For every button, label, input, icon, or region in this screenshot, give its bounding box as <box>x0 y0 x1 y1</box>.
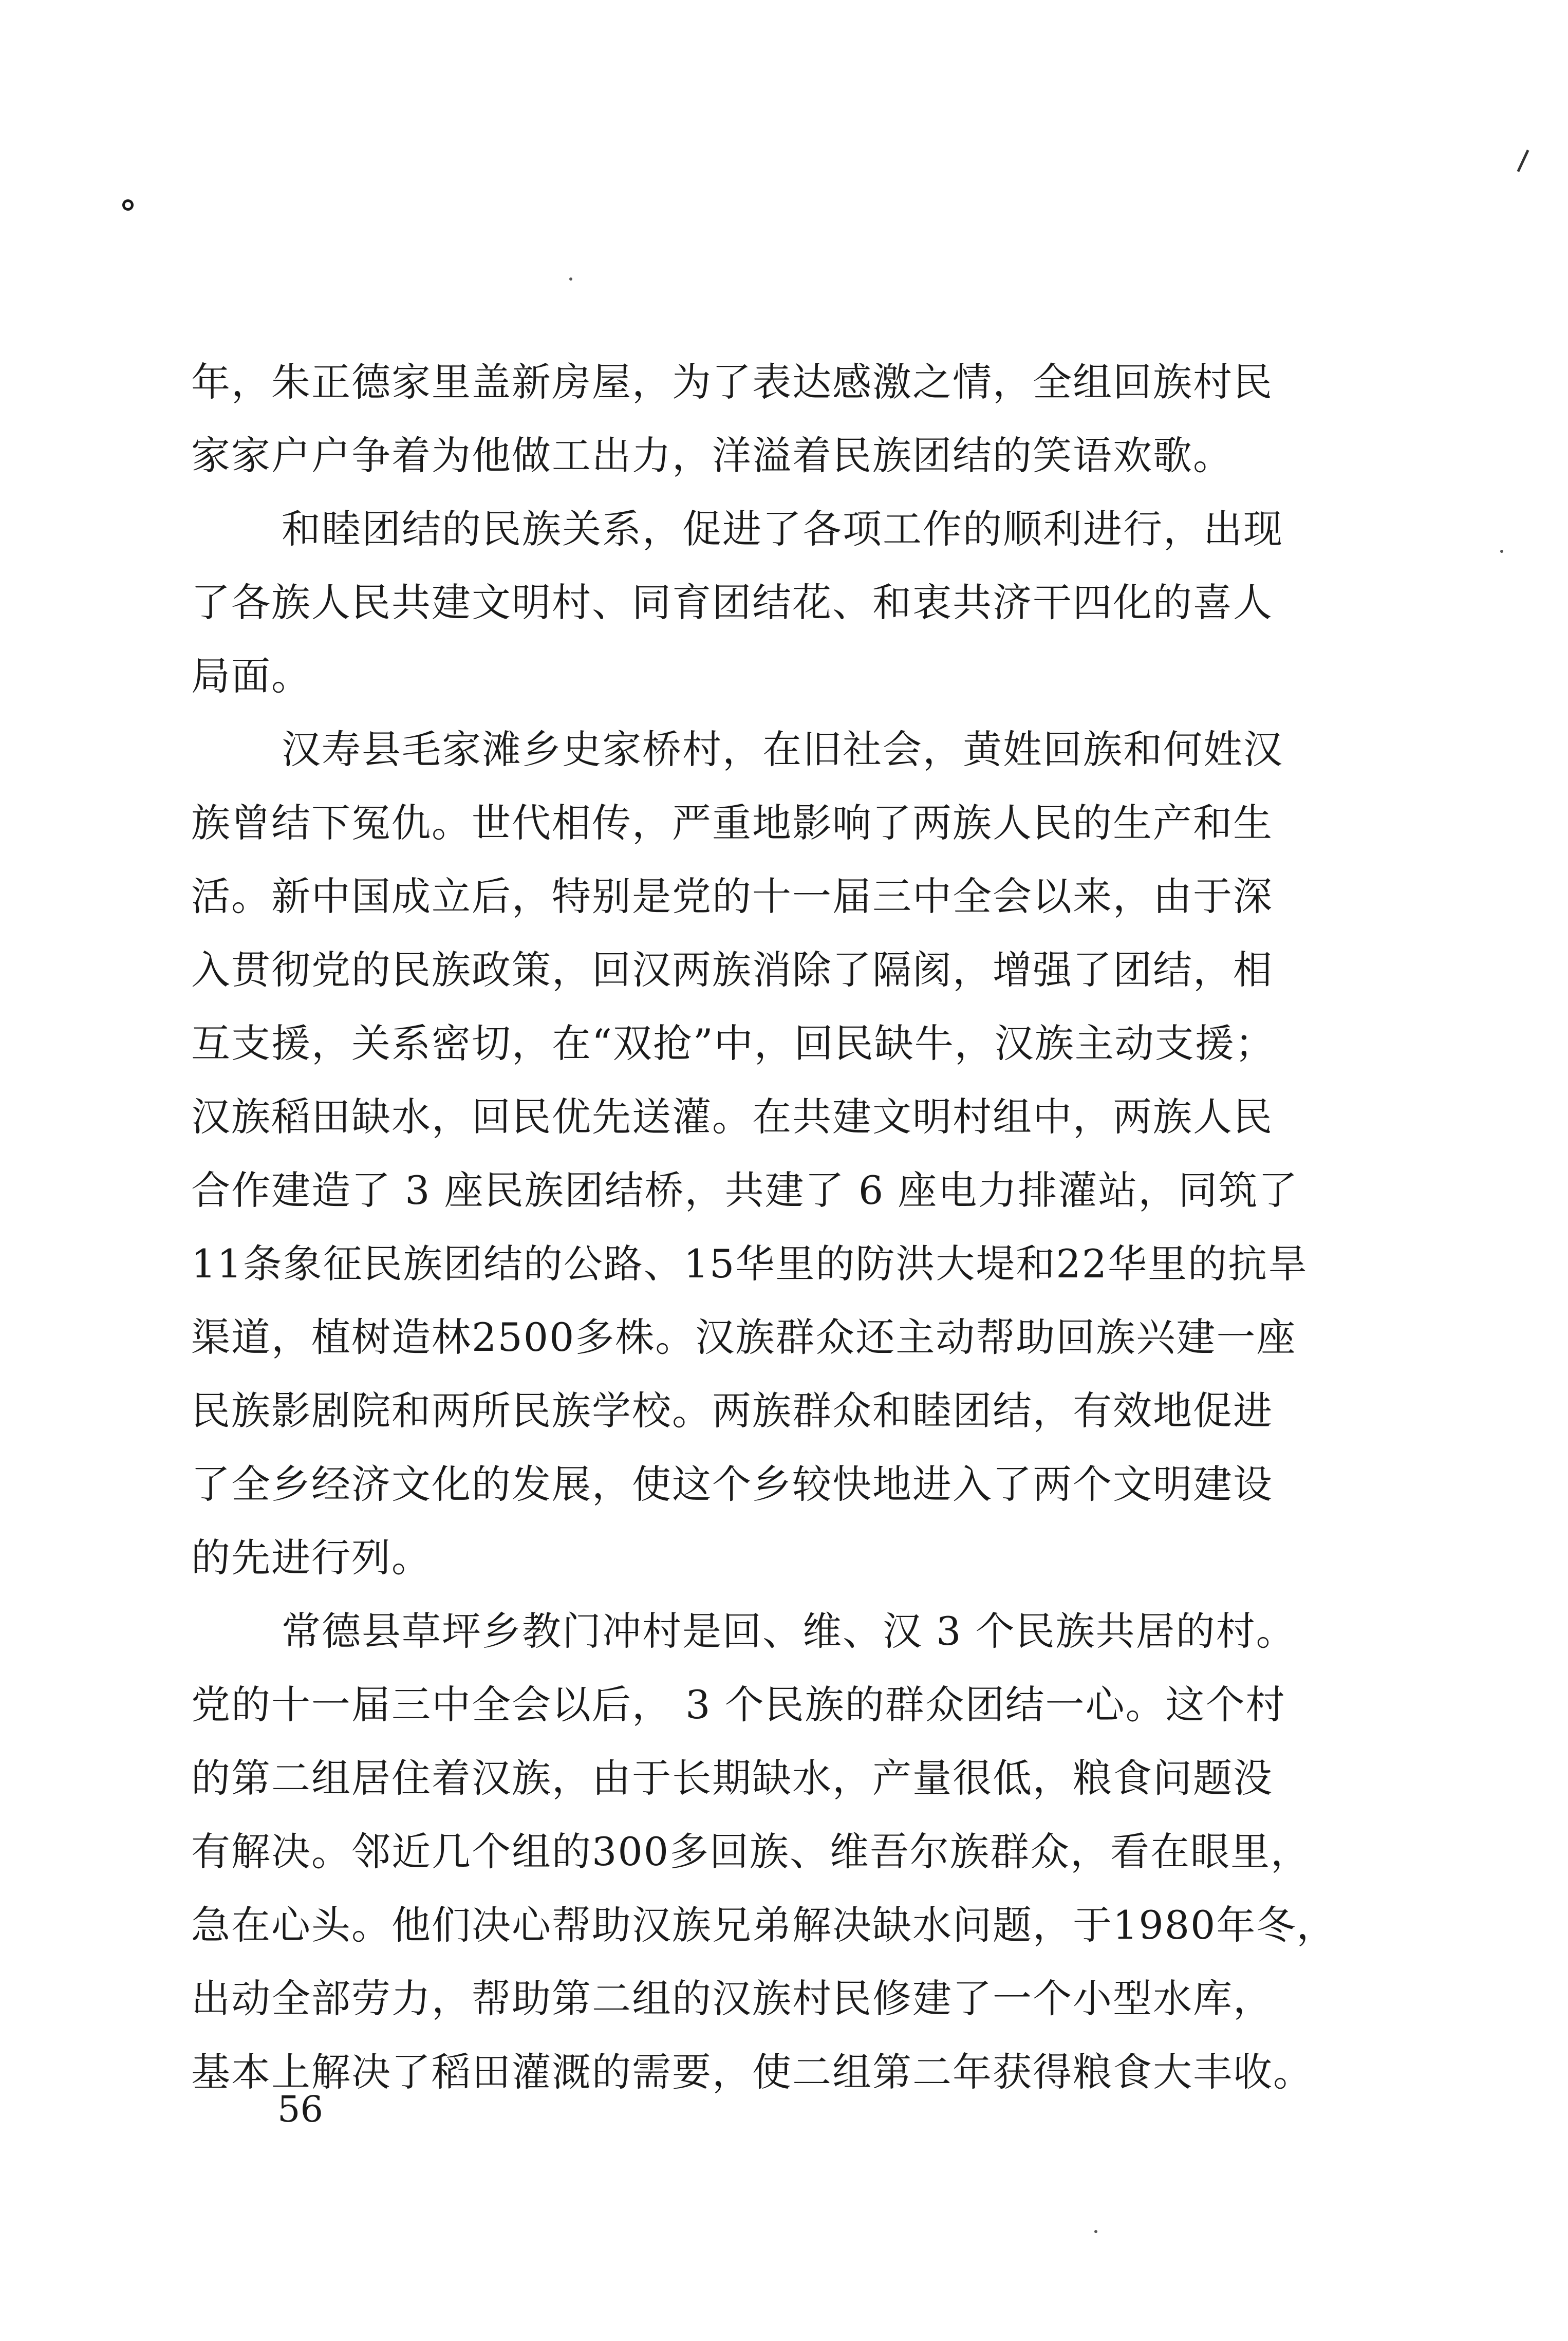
paragraph-start-line: 汉寿县毛家滩乡史家桥村，在旧社会，黄姓回族和何姓汉 <box>282 727 1283 772</box>
text-line: 汉族稻田缺水，回民优先送灌。在共建文明村组中，两族人民 <box>191 1094 1273 1140</box>
text-line: 家家户户争着为他做工出力，洋溢着民族团结的笑语欢歌。 <box>191 433 1233 478</box>
text-line: 族曾结下冤仇。世代相传，严重地影响了两族人民的生产和生 <box>191 800 1273 846</box>
text-line: 年，朱正德家里盖新房屋，为了表达感激之情，全组回族村民 <box>191 359 1273 405</box>
text-line: 党的十一届三中全会以后， 3 个民族的群众团结一心。这个村 <box>191 1682 1286 1727</box>
text-line: 的第二组居住着汉族，由于长期缺水，产量很低，粮食问题没 <box>191 1755 1273 1801</box>
text-line: 急在心头。他们决心帮助汉族兄弟解决缺水问题，于1980年冬， <box>191 1902 1337 1948</box>
text-line: 合作建造了 3 座民族团结桥，共建了 6 座电力排灌站，同筑了 <box>191 1167 1299 1213</box>
paragraph-start-line: 常德县草坪乡教门冲村是回、维、汉 3 个民族共居的村。 <box>282 1608 1296 1654</box>
text-line: 11条象征民族团结的公路、15华里的防洪大堤和22华里的抗旱 <box>191 1241 1309 1287</box>
pen-stroke-mark <box>1517 150 1529 172</box>
text-line: 的先进行列。 <box>191 1535 432 1581</box>
scan-speck <box>1500 550 1503 553</box>
text-line: 基本上解决了稻田灌溉的需要，使二组第二年获得粮食大丰收。 <box>191 2049 1313 2095</box>
text-line: 互支援，关系密切，在“双抢”中，回民缺牛，汉族主动支援； <box>191 1020 1275 1066</box>
body-text <box>191 345 1373 2109</box>
circle-mark-icon <box>122 199 134 211</box>
scan-speck <box>569 277 572 281</box>
paragraph-start-line: 和睦团结的民族关系，促进了各项工作的顺利进行，出现 <box>282 506 1283 552</box>
page-number: 56 <box>277 2088 324 2130</box>
text-line: 入贯彻党的民族政策，回汉两族消除了隔阂，增强了团结，相 <box>191 947 1273 993</box>
text-line: 民族影剧院和两所民族学校。两族群众和睦团结，有效地促进 <box>191 1388 1273 1434</box>
text-line: 有解决。邻近几个组的300多回族、维吾尔族群众，看在眼里， <box>191 1829 1311 1874</box>
scan-speck <box>1094 2230 1097 2233</box>
text-line: 活。新中国成立后，特别是党的十一届三中全会以来，由于深 <box>191 874 1273 919</box>
text-line: 了各族人民共建文明村、同育团结花、和衷共济干四化的喜人 <box>191 580 1273 625</box>
text-line: 了全乡经济文化的发展，使这个乡较快地进入了两个文明建设 <box>191 1461 1273 1507</box>
text-line: 渠道，植树造林2500多株。汉族群众还主动帮助回族兴建一座 <box>191 1314 1297 1360</box>
text-line: 出动全部劳力，帮助第二组的汉族村民修建了一个小型水库， <box>191 1976 1273 2021</box>
text-line: 局面。 <box>191 653 311 699</box>
